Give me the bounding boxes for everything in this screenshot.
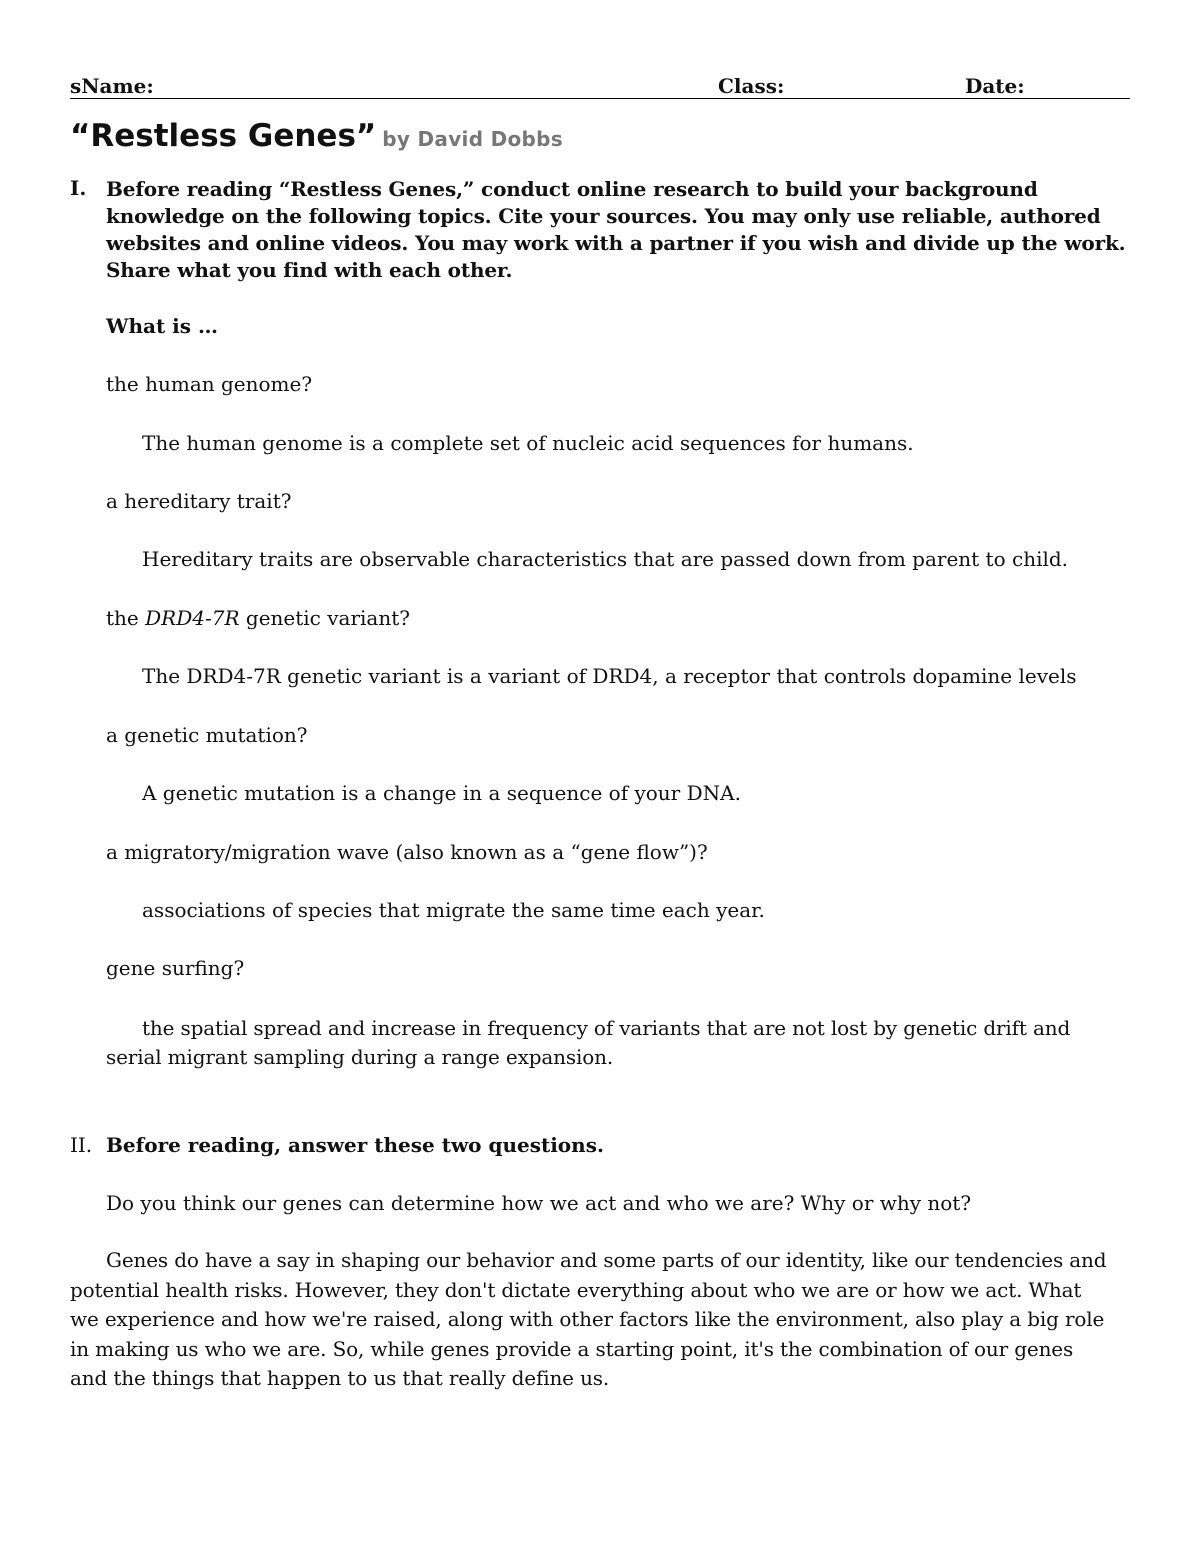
question-answer: the spatial spread and increase in frequency of variants that are not lost by genetic drift and serial migrant sampling during a range expansion. [106, 1016, 1071, 1069]
question-answer: A genetic mutation is a change in a sequence of your DNA. [142, 781, 741, 805]
section-2-heading: Before reading, answer these two questions. [106, 1133, 604, 1157]
section-2-answer: Genes do have a say in shaping our behavior and some parts of our identity, like our tendencies and potential health risks. However, they don't dictate everything about who we are or how we act. What we experience and how we're raised, along with other factors like the environment, also play a big role in making us who we are. So, while genes provide a starting point, it's the combination of our genes and the things that happen to us that really define us. [70, 1248, 1107, 1390]
question-prompt: a hereditary trait? [106, 489, 292, 513]
question-answer: associations of species that migrate the same time each year. [142, 898, 765, 922]
question-answer: The human genome is a complete set of nucleic acid sequences for humans. [142, 431, 914, 455]
question-prompt: a migratory/migration wave (also known as a “gene flow”)? [106, 840, 708, 864]
question-prompt: a genetic mutation? [106, 723, 308, 747]
header-rule [70, 98, 1130, 99]
prompt-text: the [106, 606, 146, 630]
date-label: Date: [965, 74, 1025, 98]
question-prompt: the human genome? [106, 372, 313, 396]
title-main: “Restless Genes” [70, 118, 377, 154]
question-prompt [106, 606, 410, 630]
name-label: sName: [70, 74, 154, 98]
prompt-text: genetic variant? [239, 606, 410, 630]
section-1-numeral: I. [70, 176, 87, 200]
title-byline: by David Dobbs [382, 127, 563, 151]
section-1-instructions: Before reading “Restless Genes,” conduct online research to build your background knowledge on the following topics. Cite your sources. You may only use reliable, authored websites and online videos. You may work with a partner if you wish and divide up the work. Share what you find with each other. [106, 177, 1126, 282]
page-title [70, 118, 563, 154]
what-is-heading: What is … [106, 314, 218, 338]
question-answer: The DRD4-7R genetic variant is a variant of DRD4, a receptor that controls dopamine levels [142, 664, 1077, 688]
section-2-numeral: II. [70, 1133, 93, 1157]
question-prompt: gene surfing? [106, 956, 245, 980]
section-2-question: Do you think our genes can determine how we act and who we are? Why or why not? [106, 1191, 972, 1215]
question-answer: Hereditary traits are observable characteristics that are passed down from parent to child. [142, 547, 1069, 571]
prompt-italic-term: DRD4-7R [145, 606, 240, 630]
class-label: Class: [718, 74, 785, 98]
